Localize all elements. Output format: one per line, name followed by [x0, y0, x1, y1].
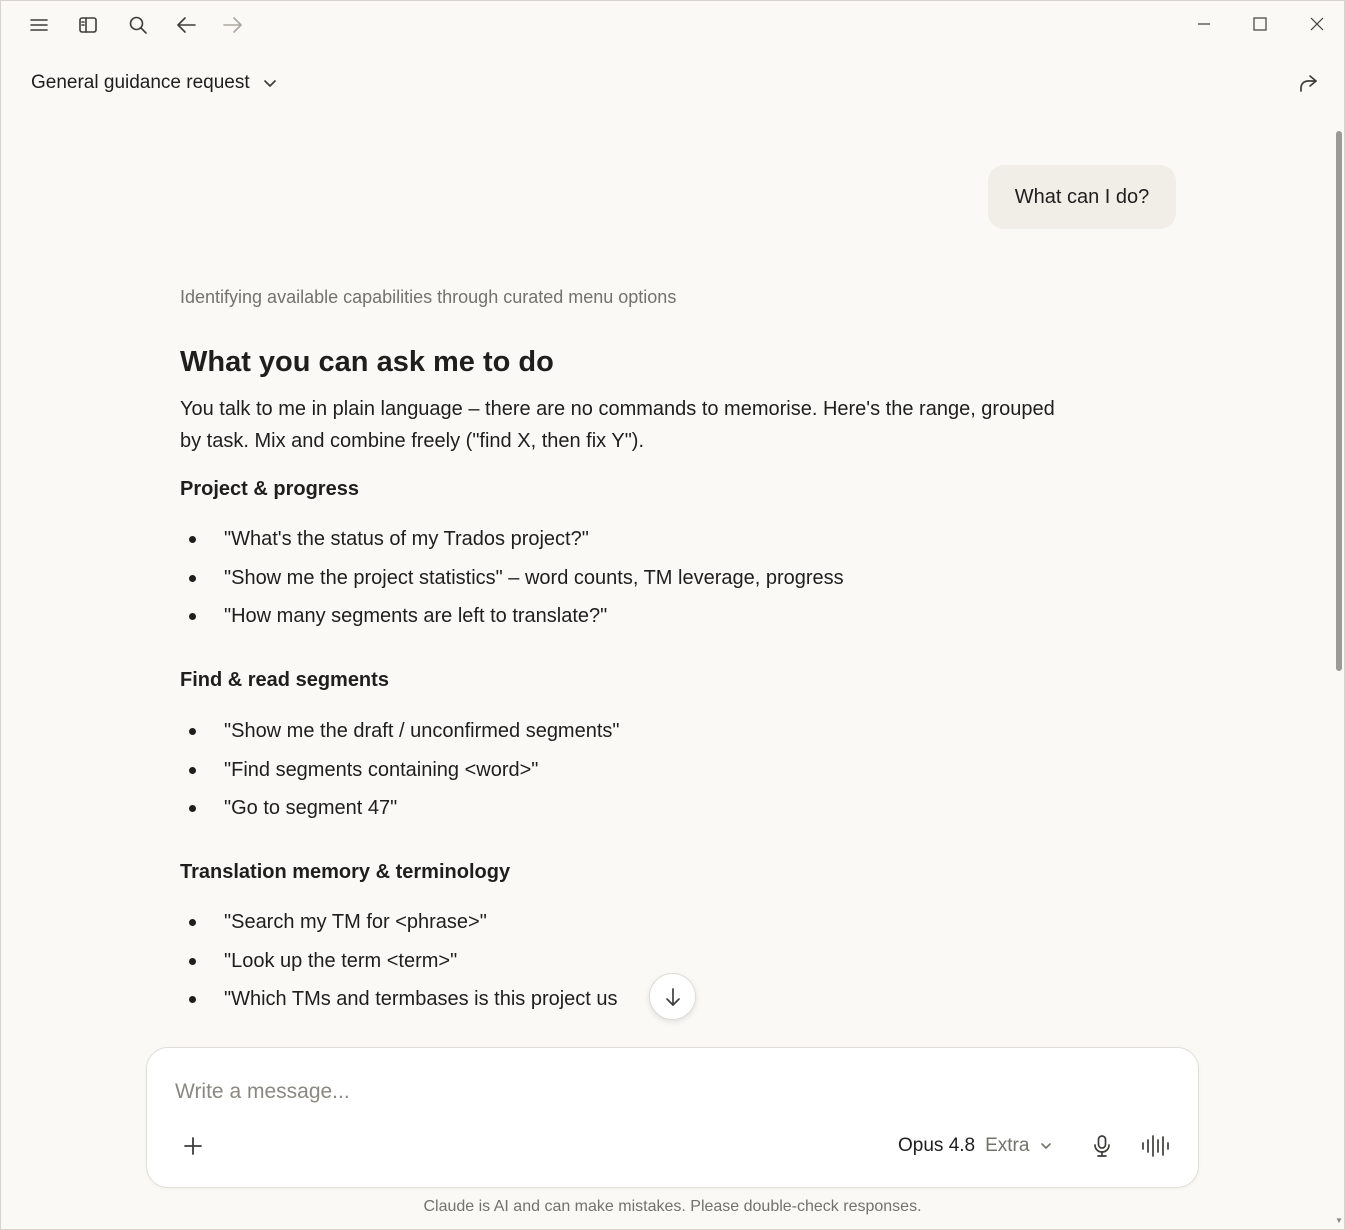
bullet-list — [180, 718, 620, 834]
list-item: "Show me the project statistics" – word counts, TM leverage, progress — [180, 565, 844, 604]
bullet-list — [180, 526, 844, 642]
list-item: "Look up the term <term>" — [180, 948, 618, 987]
chevron-down-icon — [262, 75, 278, 91]
sidebar-toggle-icon[interactable] — [75, 12, 101, 38]
voice-mode-button[interactable] — [1139, 1130, 1173, 1162]
scroll-down-arrow-icon[interactable]: ▼ — [1335, 1216, 1343, 1225]
disclaimer: Claude is AI and can make mistakes. Please double-check responses. — [423, 1198, 922, 1215]
arrow-down-icon — [663, 986, 683, 1008]
add-attachment-button[interactable] — [177, 1130, 209, 1162]
message-composer — [146, 1047, 1199, 1188]
conversation-title-dropdown[interactable] — [31, 69, 278, 97]
model-selector[interactable] — [898, 1132, 1053, 1160]
title-bar — [1, 1, 1344, 51]
chevron-down-icon — [1039, 1139, 1053, 1153]
close-icon[interactable] — [1302, 9, 1332, 39]
microphone-icon — [1092, 1134, 1112, 1158]
message-input[interactable] — [175, 1076, 1165, 1108]
scroll-to-bottom-button[interactable] — [649, 973, 696, 1020]
list-item: "Go to segment 47" — [180, 795, 620, 834]
menu-icon[interactable] — [26, 12, 52, 38]
scroll-thumb[interactable] — [1336, 131, 1342, 671]
section-title: Find & read segments — [180, 669, 389, 691]
response-heading: What you can ask me to do — [180, 346, 554, 378]
thinking-summary[interactable]: Identifying available capabilities through curated menu options — [180, 287, 677, 307]
minimize-icon[interactable] — [1189, 9, 1219, 39]
forward-arrow-icon[interactable] — [220, 12, 246, 38]
response-intro: You talk to me in plain language – there are no commands to memorise. Here's the range, grouped by task. Mix and combine freely ("find X, then fix Y"). — [180, 398, 1055, 452]
microphone-button[interactable] — [1087, 1130, 1117, 1162]
user-message — [988, 165, 1176, 229]
list-item: "Find segments containing <word>" — [180, 757, 620, 796]
user-message-text: What can I do? — [1014, 185, 1150, 208]
share-icon[interactable] — [1294, 69, 1322, 97]
section-title: Project & progress — [180, 478, 359, 500]
assistant-response — [180, 341, 1080, 457]
voice-waveform-icon — [1141, 1134, 1171, 1158]
list-item: "Search my TM for <phrase>" — [180, 909, 618, 948]
search-icon[interactable] — [125, 12, 151, 38]
list-item: "What's the status of my Trados project?" — [180, 526, 844, 565]
model-mode: Extra — [985, 1135, 1030, 1156]
conversation-title: General guidance request — [31, 72, 250, 93]
back-arrow-icon[interactable] — [173, 12, 199, 38]
bullet-list — [180, 909, 618, 1025]
list-item: "Which TMs and termbases is this project us — [180, 986, 618, 1025]
list-item: "Show me the draft / unconfirmed segments" — [180, 718, 620, 757]
list-item: "How many segments are left to translate?" — [180, 603, 844, 642]
scrollbar[interactable] — [1334, 119, 1344, 1229]
section-title: Translation memory & terminology — [180, 861, 511, 883]
plus-icon — [183, 1136, 203, 1156]
model-name: Opus 4.8 — [898, 1135, 976, 1156]
content-clip — [1, 1019, 1333, 1047]
maximize-icon[interactable] — [1245, 9, 1275, 39]
